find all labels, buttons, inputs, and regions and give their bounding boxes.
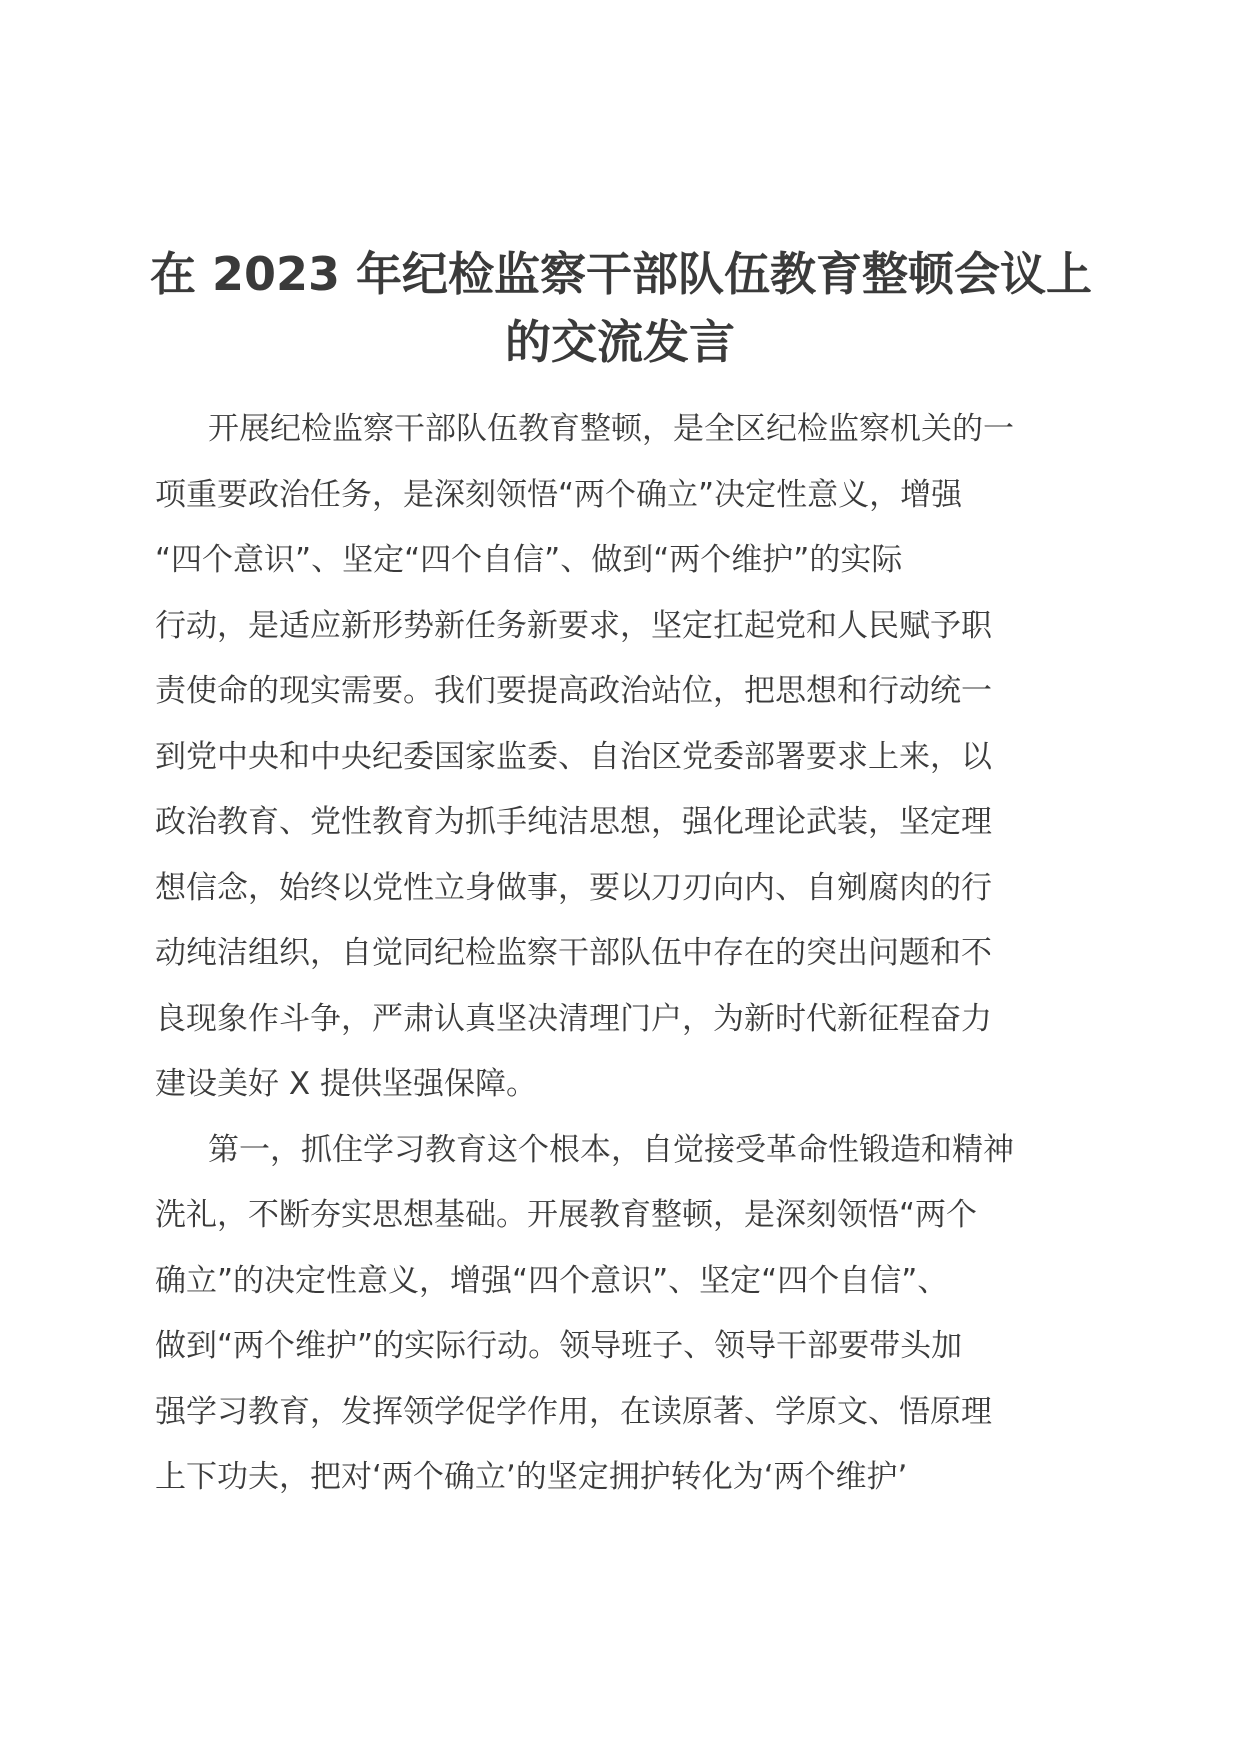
- text-line: 洗礼，不断夯实思想基础。开展教育整顿，是深刻领悟“两个: [155, 1197, 978, 1233]
- text-line: 政治教育、党性教育为抓手纯洁思想，强化理论武装，坚定理: [155, 804, 992, 840]
- text-line: 行动，是适应新形势新任务新要求，坚定扛起党和人民赋予职: [155, 607, 992, 644]
- text-line: 想信念，始终以党性立身做事，要以刀刃向内、自剜腐肉的行: [155, 869, 992, 906]
- text-line: 确立”的决定性意义，增强“四个意识”、坚定“四个自信”、: [155, 1262, 949, 1299]
- text-line: 建设美好 X 提供坚强保障。: [155, 1066, 537, 1102]
- text-line: 开展纪检监察干部队伍教育整顿，是全区纪检监察机关的一: [208, 411, 1014, 447]
- document-title: [150, 240, 1093, 376]
- text-line: 做到“两个维护”的实际行动。领导班子、领导干部要带头加: [155, 1328, 963, 1364]
- text-line: 项重要政治任务，是深刻领悟“两个确立”决定性意义，增强: [155, 476, 963, 513]
- text-line: 强学习教育，发挥领学促学作用，在读原著、学原文、悟原理: [155, 1393, 992, 1430]
- paragraph-first-point: [155, 1118, 1115, 1511]
- text-line: “四个意识”、坚定“四个自信”、做到“两个维护”的实际: [155, 542, 903, 578]
- text-line: 责使命的现实需要。我们要提高政治站位，把思想和行动统一: [155, 673, 992, 709]
- paragraph-intro: [155, 397, 1115, 1118]
- text-line: 良现象作斗争，严肃认真坚决清理门户，为新时代新征程奋力: [155, 1000, 992, 1037]
- text-line: 动纯洁组织，自觉同纪检监察干部队伍中存在的突出问题和不: [155, 935, 992, 971]
- text-line: 到党中央和中央纪委国家监委、自治区党委部署要求上来，以: [155, 738, 992, 775]
- document-body: [155, 397, 1115, 1511]
- title-line: 的交流发言: [505, 315, 735, 369]
- title-line: 在 2023 年纪检监察干部队伍教育整顿会议上: [150, 247, 1093, 301]
- text-line: 第一，抓住学习教育这个根本，自觉接受革命性锻造和精神: [208, 1131, 1014, 1168]
- text-line: 上下功夫，把对‘两个确立’的坚定拥护转化为‘两个维护’: [155, 1459, 908, 1495]
